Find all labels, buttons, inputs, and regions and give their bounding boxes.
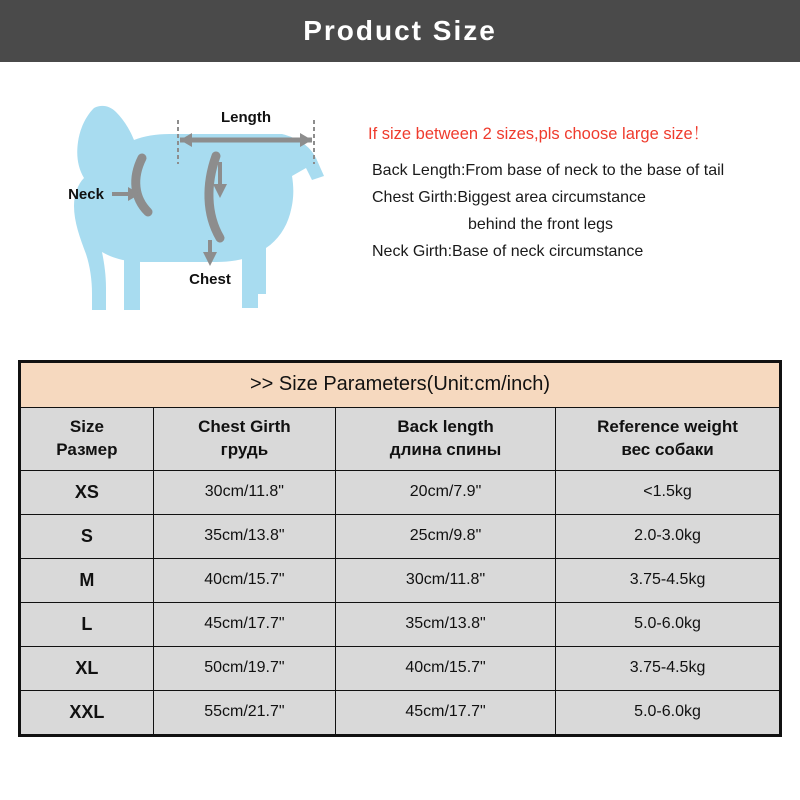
table-row: [21, 470, 780, 514]
column-header-back-en: Back length: [397, 417, 494, 436]
note-chest-girth: Chest Girth:Biggest area circumstance: [372, 189, 646, 206]
table-row: [21, 558, 780, 602]
column-header-chest-ru: грудь: [220, 439, 269, 459]
cell-chest: 50cm/19.7": [153, 646, 335, 690]
cell-weight: 2.0-3.0kg: [556, 514, 780, 558]
column-header-back: [335, 408, 555, 471]
column-header-back-ru: длина спины: [389, 439, 502, 459]
note-chest-girth-cont: behind the front legs: [468, 216, 613, 233]
cell-weight: 5.0-6.0kg: [556, 602, 780, 646]
neck-label: Neck: [68, 186, 104, 203]
column-header-size: [21, 408, 154, 471]
page-header: [0, 0, 800, 62]
column-header-weight: [556, 408, 780, 471]
table-row: [21, 646, 780, 690]
note-back-length: Back Length:From base of neck to the base of tail: [372, 162, 725, 179]
table-caption-row: [21, 363, 780, 408]
cell-back: 20cm/7.9": [335, 470, 555, 514]
cell-chest: 30cm/11.8": [153, 470, 335, 514]
cell-chest: 35cm/13.8": [153, 514, 335, 558]
dog-measurement-diagram: [20, 72, 350, 342]
table-row: [21, 514, 780, 558]
column-header-size-en: Size: [69, 417, 104, 436]
size-table: [20, 362, 780, 735]
column-header-weight-en: Reference weight: [597, 417, 738, 436]
chest-label: Chest: [189, 271, 231, 288]
cell-back: 45cm/17.7": [335, 690, 555, 734]
cell-weight: 3.75-4.5kg: [556, 646, 780, 690]
cell-back: 25cm/9.8": [335, 514, 555, 558]
cell-weight: <1.5kg: [556, 470, 780, 514]
cell-weight: 3.75-4.5kg: [556, 558, 780, 602]
cell-chest: 40cm/15.7": [153, 558, 335, 602]
note-neck-girth: Neck Girth:Base of neck circumstance: [372, 243, 644, 260]
column-header-chest-en: Chest Girth: [198, 417, 291, 436]
cell-size: XXL: [21, 690, 154, 734]
size-warning-text: If size between 2 sizes,pls choose large size！: [368, 125, 710, 143]
size-parameters-caption: >> Size Parameters(Unit:cm/inch): [21, 363, 780, 408]
cell-size: M: [21, 558, 154, 602]
table-row: [21, 690, 780, 734]
cell-back: 40cm/15.7": [335, 646, 555, 690]
cell-size: XL: [21, 646, 154, 690]
illustration-section: [0, 62, 800, 354]
column-header-weight-ru: вес собаки: [621, 439, 714, 459]
cell-back: 35cm/13.8": [335, 602, 555, 646]
cell-back: 30cm/11.8": [335, 558, 555, 602]
cell-size: S: [21, 514, 154, 558]
length-label: Length: [221, 109, 271, 126]
column-header-size-ru: Размер: [56, 439, 118, 459]
cell-weight: 5.0-6.0kg: [556, 690, 780, 734]
page-title: Product Size: [303, 15, 497, 46]
cell-chest: 55cm/21.7": [153, 690, 335, 734]
cell-chest: 45cm/17.7": [153, 602, 335, 646]
measurement-notes: [360, 120, 790, 270]
table-row: [21, 602, 780, 646]
column-header-chest: [153, 408, 335, 471]
table-header-row: [21, 408, 780, 471]
cell-size: XS: [21, 470, 154, 514]
cell-size: L: [21, 602, 154, 646]
size-table-container: [18, 360, 782, 737]
